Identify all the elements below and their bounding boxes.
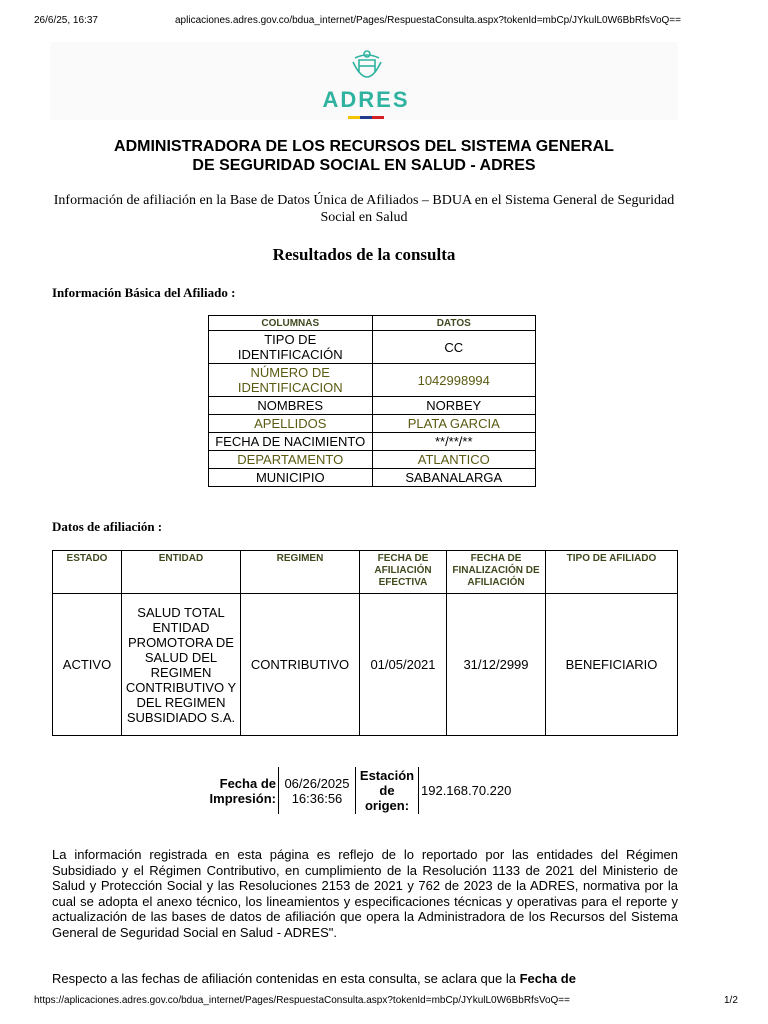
- field-value: SABANALARGA: [372, 469, 536, 487]
- column-header-fecha-afiliacion: FECHA DE AFILIACIÓN EFECTIVA: [360, 551, 447, 594]
- print-info-table: [200, 767, 513, 814]
- print-timestamp: 26/6/25, 16:37: [34, 15, 98, 26]
- field-value: CC: [372, 331, 536, 364]
- column-header-tipo-afiliado: TIPO DE AFILIADO: [546, 551, 678, 594]
- results-title: Resultados de la consulta: [272, 245, 456, 264]
- origin-station-label: Estación de origen:: [356, 767, 419, 814]
- table-row: [53, 594, 678, 736]
- print-url: aplicaciones.adres.gov.co/bdua_internet/Pages/RespuestaConsulta.aspx?tokenId=mbCp/JYkulL0W6BbRfsVoQ==: [175, 15, 681, 26]
- estado-cell: ACTIVO: [53, 594, 122, 736]
- column-header-datos: DATOS: [372, 316, 536, 331]
- adres-logo: [321, 48, 411, 118]
- column-header-fecha-finalizacion: FECHA DE FINALIZACIÓN DE AFILIACIÓN: [447, 551, 546, 594]
- table-row: [209, 415, 536, 433]
- coat-of-arms-icon: [351, 48, 383, 88]
- fecha-afiliacion-cell: 01/05/2021: [360, 594, 447, 736]
- organization-title-line-2: DE SEGURIDAD SOCIAL EN SALUD - ADRES: [192, 157, 536, 174]
- page-subtitle: Información de afiliación en la Base de Datos Única de Afiliados – BDUA en el Sistema General de Seguridad Social en Salud: [53, 193, 675, 225]
- affiliation-table: [52, 550, 678, 736]
- page-number: 1/2: [724, 995, 738, 1006]
- affiliation-label: Datos de afiliación :: [52, 519, 163, 534]
- field-value: NORBEY: [372, 397, 536, 415]
- print-time: 16:36:56: [291, 790, 343, 806]
- table-row: [209, 433, 536, 451]
- table-row: [209, 331, 536, 364]
- fecha-finalizacion-cell: 31/12/2999: [447, 594, 546, 736]
- print-footer: [0, 995, 768, 1009]
- origin-station-value: 192.168.70.220: [419, 767, 514, 814]
- tipo-afiliado-cell: BENEFICIARIO: [546, 594, 678, 736]
- dates-note-text: Respecto a las fechas de afiliación contenidas en esta consulta, se aclara que la: [52, 971, 516, 986]
- field-value: 1042998994: [372, 364, 536, 397]
- field-name: DEPARTAMENTO: [209, 451, 373, 469]
- print-header: [0, 15, 768, 29]
- column-header-columnas: COLUMNAS: [209, 316, 373, 331]
- adres-logo-text: ADRES: [322, 87, 410, 112]
- field-value: **/**/**: [372, 433, 536, 451]
- column-header-entidad: ENTIDAD: [122, 551, 241, 594]
- print-date-label: Fecha de Impresión:: [209, 775, 276, 806]
- flag-stripe: [348, 116, 384, 119]
- basic-info-label: Información Básica del Afiliado :: [52, 285, 236, 300]
- organization-title-line-1: ADMINISTRADORA DE LOS RECURSOS DEL SISTEMA GENERAL: [114, 138, 614, 155]
- organization-title: [50, 137, 678, 175]
- column-header-estado: ESTADO: [53, 551, 122, 594]
- regimen-cell: CONTRIBUTIVO: [241, 594, 360, 736]
- field-name: FECHA DE NACIMIENTO: [209, 433, 373, 451]
- table-row: [209, 364, 536, 397]
- field-name: MUNICIPIO: [209, 469, 373, 487]
- dates-note-paragraph: [52, 971, 678, 987]
- basic-info-table: [208, 315, 536, 487]
- table-row: [209, 469, 536, 487]
- field-name: TIPO DE IDENTIFICACIÓN: [209, 331, 373, 364]
- field-name: APELLIDOS: [209, 415, 373, 433]
- table-row: [209, 451, 536, 469]
- adres-banner: [50, 42, 678, 120]
- print-date-value: [279, 767, 356, 814]
- dates-note-bold: Fecha de: [519, 971, 576, 986]
- footer-url: https://aplicaciones.adres.gov.co/bdua_internet/Pages/RespuestaConsulta.aspx?tokenId=mbCp/JYkulL0W6BbRfsVoQ==: [34, 995, 570, 1006]
- print-date: 06/26/2025: [284, 775, 350, 791]
- field-name: NÚMERO DE IDENTIFICACION: [209, 364, 373, 397]
- entidad-cell: SALUD TOTAL ENTIDAD PROMOTORA DE SALUD DEL REGIMEN CONTRIBUTIVO Y DEL REGIMEN SUBSIDIADO S.A.: [122, 594, 241, 736]
- field-value: PLATA GARCIA: [372, 415, 536, 433]
- column-header-regimen: REGIMEN: [241, 551, 360, 594]
- disclaimer-paragraph: La información registrada en esta página es reflejo de lo reportado por las entidades del Régimen Subsidiado y el Régimen Contributivo, en cumplimiento de la Resolución 1133 de 2021 del Ministerio de Salud y Protección Social y las Resoluciones 2153 de 2021 y 762 de 2023 de la ADRES, normativa por la cual se adopta el anexo técnico, los lineamientos y especificaciones técnicas y operativas para el reporte y actualización de las bases de datos de afiliación que opera la Administradora de los Recursos del Sistema General de Seguridad Social en Salud - ADRES".: [52, 847, 678, 940]
- field-value: ATLANTICO: [372, 451, 536, 469]
- table-row: [209, 397, 536, 415]
- field-name: NOMBRES: [209, 397, 373, 415]
